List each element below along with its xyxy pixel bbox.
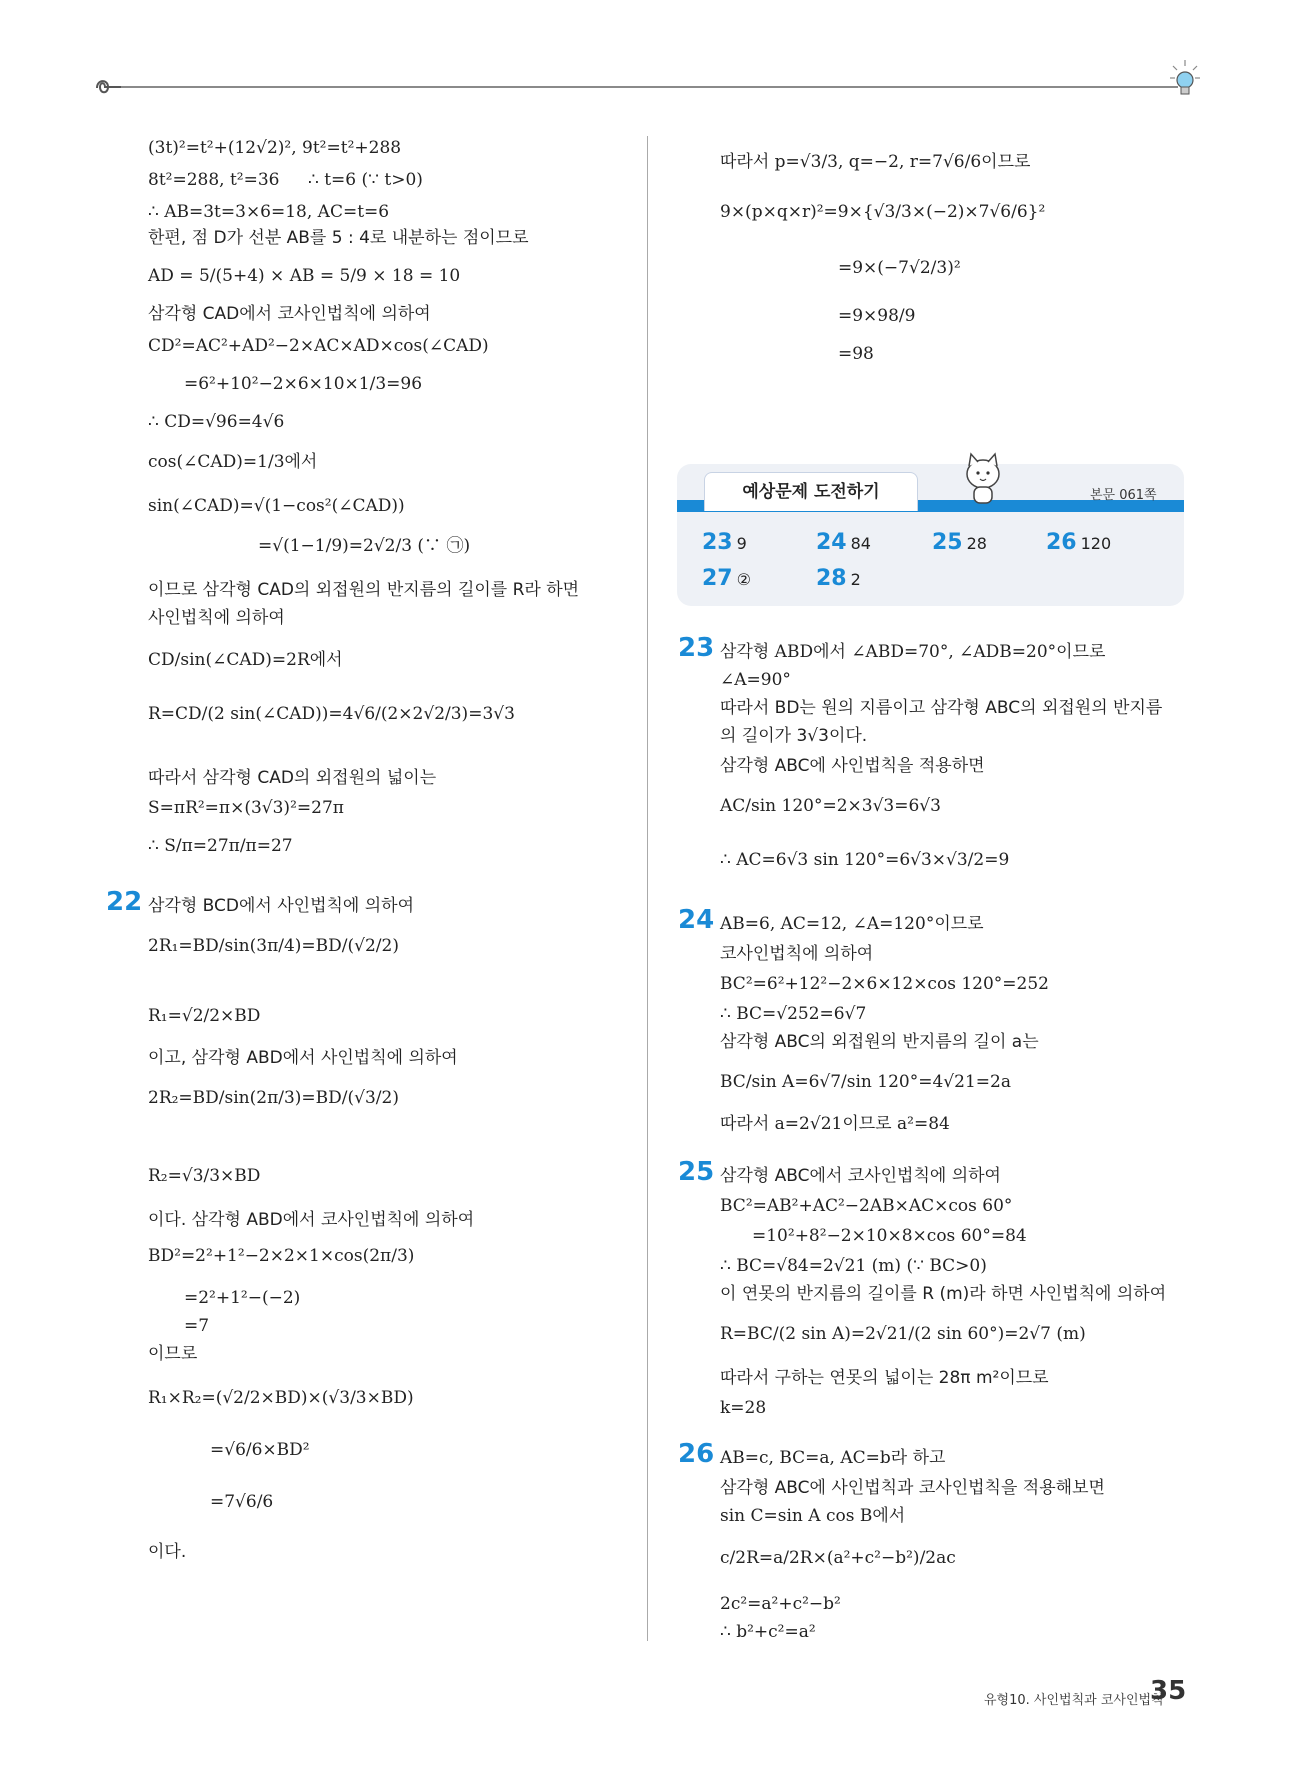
solution-line: 이다. [148, 1542, 187, 1562]
solution-line: 삼각형 CAD에서 코사인법칙에 의하여 [148, 304, 431, 324]
solution-line: =√6/6×BD² [210, 1440, 310, 1460]
solution-line: AB=6, AC=12, ∠A=120°이므로 [720, 914, 984, 934]
answer-box-title: 예상문제 도전하기 [704, 472, 918, 511]
solution-line: =7√6/6 [210, 1492, 274, 1512]
header-rule [118, 86, 1178, 88]
solution-line: 의 길이가 3√3이다. [720, 726, 868, 746]
solution-line: CD²=AC²+AD²−2×AC×AD×cos(∠CAD) [148, 336, 489, 356]
solution-line: 2R₁=BD/sin(3π/4)=BD/(√2/2) [148, 936, 399, 956]
solution-line: 삼각형 ABC에 사인법칙과 코사인법칙을 적용해보면 [720, 1478, 1105, 1498]
solution-line: cos(∠CAD)=1/3에서 [148, 452, 318, 472]
solution-line: ∴ S/π=27π/π=27 [148, 836, 293, 856]
solution-line: R=CD/(2 sin(∠CAD))=4√6/(2×2√2/3)=3√3 [148, 704, 515, 724]
solution-line: ∴ AB=3t=3×6=18, AC=t=6 [148, 202, 390, 222]
solution-line: 이 연못의 반지름의 길이를 R (m)라 하면 사인법칙에 의하여 [720, 1284, 1167, 1304]
column-divider [647, 136, 648, 1641]
page-number: 35 [1150, 1676, 1187, 1706]
cat-mascot-icon [960, 448, 1006, 508]
solution-line: c/2R=a/2R×(a²+c²−b²)/2ac [720, 1548, 956, 1568]
solution-line: 삼각형 ABC의 외접원의 반지름의 길이 a는 [720, 1032, 1039, 1052]
solution-line: ∴ b²+c²=a² [720, 1622, 816, 1642]
solution-line: 따라서 삼각형 CAD의 외접원의 넓이는 [148, 768, 437, 788]
solution-line: CD/sin(∠CAD)=2R에서 [148, 650, 343, 670]
solution-line: R=BC/(2 sin A)=2√21/(2 sin 60°)=2√7 (m) [720, 1324, 1086, 1344]
solution-line: ∴ CD=√96=4√6 [148, 412, 285, 432]
solution-line: 이므로 삼각형 CAD의 외접원의 반지름의 길이를 R라 하면 [148, 580, 580, 600]
solution-line: ∴ BC=√252=6√7 [720, 1004, 867, 1024]
solution-line: 한편, 점 D가 선분 AB를 5 : 4로 내분하는 점이므로 [148, 228, 529, 248]
problem-number-22: 22 [106, 887, 143, 917]
solution-line: BD²=2²+1²−2×2×1×cos(2π/3) [148, 1246, 415, 1266]
solution-line: R₁×R₂=(√2/2×BD)×(√3/3×BD) [148, 1388, 414, 1408]
solution-line: ∠A=90° [720, 670, 791, 690]
solution-line: (3t)²=t²+(12√2)², 9t²=t²+288 [148, 138, 402, 158]
problem-number-23: 23 [678, 633, 715, 663]
solution-line: BC²=AB²+AC²−2AB×AC×cos 60° [720, 1196, 1013, 1216]
solution-line: S=πR²=π×(3√3)²=27π [148, 798, 344, 818]
solution-line: 2R₂=BD/sin(2π/3)=BD/(√3/2) [148, 1088, 399, 1108]
solution-line: BC/sin A=6√7/sin 120°=4√21=2a [720, 1072, 1011, 1092]
solution-line: 8t²=288, t²=36 [148, 170, 280, 190]
solution-line: 9×(p×q×r)²=9×{√3/3×(−2)×7√6/6}² [720, 202, 1046, 222]
solution-line: =6²+10²−2×6×10×1/3=96 [184, 374, 423, 394]
solution-line: 삼각형 ABC에 사인법칙을 적용하면 [720, 756, 985, 776]
answer-item: 27 ② [702, 566, 751, 591]
solution-line: sin(∠CAD)=√(1−cos²(∠CAD)) [148, 496, 405, 516]
answer-item: 24 84 [816, 530, 871, 555]
solution-line: 이고, 삼각형 ABD에서 사인법칙에 의하여 [148, 1048, 458, 1068]
solution-line: 따라서 p=√3/3, q=−2, r=7√6/6이므로 [720, 152, 1031, 172]
solution-line: =10²+8²−2×10×8×cos 60°=84 [752, 1226, 1027, 1246]
solution-line: AC/sin 120°=2×3√3=6√3 [720, 796, 941, 816]
solution-line: =√(1−1/9)=2√2/3 (∵ ㉠) [258, 536, 471, 556]
solution-line: =2²+1²−(−2) [184, 1288, 301, 1308]
answer-item: 28 2 [816, 566, 861, 591]
solution-line: k=28 [720, 1398, 767, 1418]
solution-line: R₁=√2/2×BD [148, 1006, 261, 1026]
solution-line: BC²=6²+12²−2×6×12×cos 120°=252 [720, 974, 1049, 994]
solution-line: 이다. 삼각형 ABD에서 코사인법칙에 의하여 [148, 1210, 475, 1230]
answer-item: 25 28 [932, 530, 987, 555]
solution-line: 삼각형 BCD에서 사인법칙에 의하여 [148, 896, 415, 916]
problem-number-25: 25 [678, 1157, 715, 1187]
solution-line: 삼각형 ABC에서 코사인법칙에 의하여 [720, 1166, 1001, 1186]
solution-line: AD = 5/(5+4) × AB = 5/9 × 18 = 10 [148, 266, 461, 286]
solution-line: =7 [184, 1316, 210, 1336]
solution-line: =9×(−7√2/3)² [838, 258, 961, 278]
solution-line: 2c²=a²+c²−b² [720, 1594, 841, 1614]
solution-line: 코사인법칙에 의하여 [720, 944, 874, 964]
solution-line: 삼각형 ABD에서 ∠ABD=70°, ∠ADB=20°이므로 [720, 642, 1106, 662]
solution-line: sin C=sin A cos B에서 [720, 1506, 906, 1526]
solution-line: ∴ BC=√84=2√21 (m) (∵ BC>0) [720, 1256, 987, 1276]
answer-item: 23 9 [702, 530, 747, 555]
paperclip-icon [94, 76, 124, 98]
solution-line: 이므로 [148, 1344, 198, 1364]
section-title: 유형10. 사인법칙과 코사인법칙 [984, 1693, 1164, 1708]
solution-line: 사인법칙에 의하여 [148, 608, 285, 628]
solution-line: 따라서 BD는 원의 지름이고 삼각형 ABC의 외접원의 반지름 [720, 698, 1163, 718]
solution-line: ∴ AC=6√3 sin 120°=6√3×√3/2=9 [720, 850, 1010, 870]
solution-line: 따라서 a=2√21이므로 a²=84 [720, 1114, 950, 1134]
answer-box-page-ref: 본문 061쪽 [1090, 488, 1157, 503]
solution-line: =98 [838, 344, 874, 364]
solution-line: ∴ t=6 (∵ t>0) [308, 170, 423, 190]
solution-line: AB=c, BC=a, AC=b라 하고 [720, 1448, 946, 1468]
problem-number-26: 26 [678, 1439, 715, 1469]
answer-item: 26 120 [1046, 530, 1112, 555]
lightbulb-icon [1168, 56, 1202, 100]
solution-line: R₂=√3/3×BD [148, 1166, 261, 1186]
problem-number-24: 24 [678, 905, 715, 935]
solution-line: =9×98/9 [838, 306, 916, 326]
solution-line: 따라서 구하는 연못의 넓이는 28π m²이므로 [720, 1368, 1049, 1388]
